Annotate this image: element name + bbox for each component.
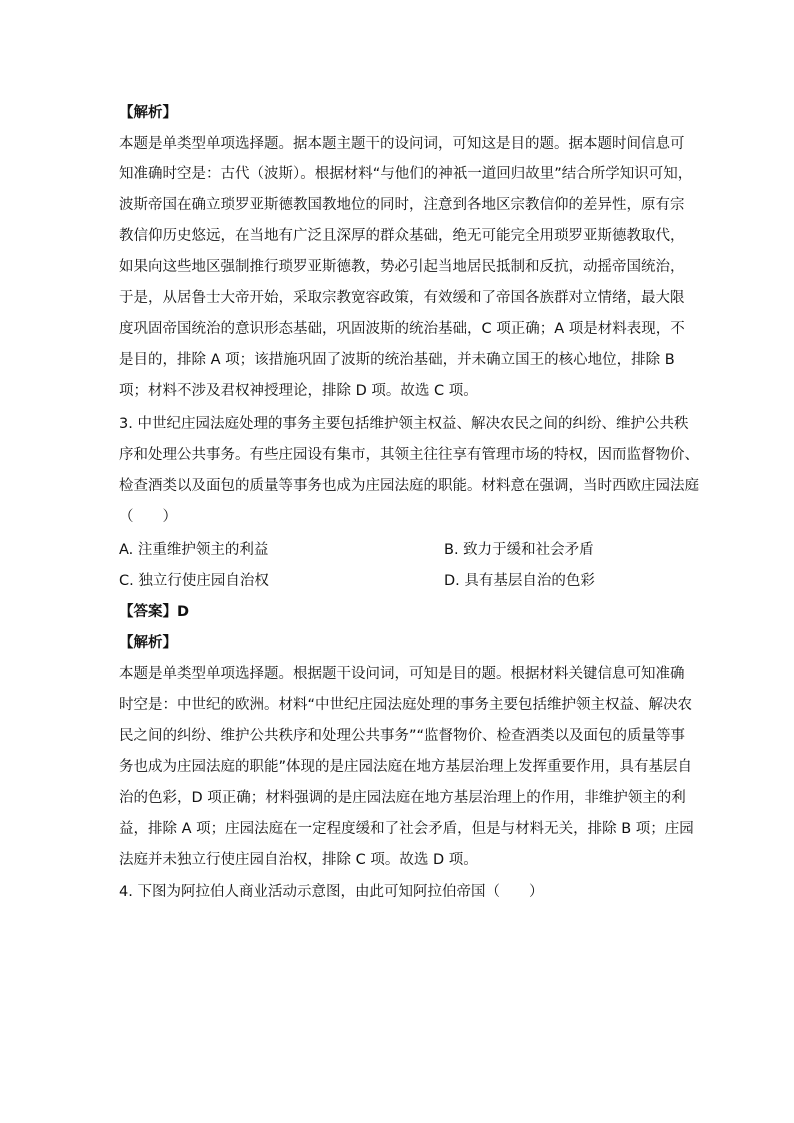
analysis-line: 益，排除 A 项；庄园法庭在一定程度缓和了社会矛盾，但是与材料无关，排除 B 项；庄园 <box>119 821 694 837</box>
analysis-line: 务也成为庄园法庭的职能”体现的是庄园法庭在地方基层治理上发挥重要作用，具有基层自 <box>119 759 693 775</box>
analysis-line: 教信仰历史悠远，在当地有广泛且深厚的群众基础，绝无可能完全用琐罗亚斯德教取代， <box>119 228 685 244</box>
analysis-label: 【解析】 <box>119 635 177 651</box>
question-3-stem: 检查酒类以及面包的质量等事务也成为庄园法庭的职能。材料意在强调，当时西欧庄园法庭 <box>119 478 699 494</box>
analysis-line: 本题是单类型单项选择题。根据题干设问词，可知是目的题。根据材料关键信息可知准确 <box>119 666 685 682</box>
question-3-stem: 3. 中世纪庄园法庭处理的事务主要包括维护领主权益、解决农民之间的纠纷、维护公共秩 <box>119 416 689 432</box>
question-3-blank: （ ） <box>119 509 177 525</box>
option-d: D. 具有基层自治的色彩 <box>444 573 595 589</box>
analysis-line: 治的色彩，D 项正确；材料强调的是庄园法庭在地方基层治理上的作用，非维护领主的利 <box>119 790 686 806</box>
analysis-line: 时空是：中世纪的欧洲。材料“中世纪庄园法庭处理的事务主要包括维护领主权益、解决农 <box>119 697 693 713</box>
analysis-line: 项；材料不涉及君权神授理论，排除 D 项。故选 C 项。 <box>119 383 478 399</box>
analysis-line: 民之间的纠纷、维护公共秩序和处理公共事务”“监督物价、检查酒类以及面包的质量等事 <box>119 728 686 744</box>
question-4-stem: 4. 下图为阿拉伯人商业活动示意图，由此可知阿拉伯帝国（ ） <box>119 884 544 900</box>
analysis-line: 本题是单类型单项选择题。据本题主题干的设问词，可知这是目的题。据本题时间信息可 <box>119 136 685 152</box>
analysis-line: 法庭并未独立行使庄园自治权，排除 C 项。故选 D 项。 <box>119 852 478 868</box>
analysis-line: 如果向这些地区强制推行琐罗亚斯德教，势必引起当地居民抵制和反抗，动摇帝国统治， <box>119 259 685 275</box>
question-3-stem: 序和处理公共事务。有些庄园设有集市，其领主往往享有管理市场的特权，因而监督物价、 <box>119 447 699 463</box>
analysis-line: 于是，从居鲁士大帝开始，采取宗教宽容政策，有效缓和了帝国各族群对立情绪，最大限 <box>119 290 685 306</box>
option-b: B. 致力于缓和社会矛盾 <box>444 542 594 558</box>
option-a: A. 注重维护领主的利益 <box>119 542 269 558</box>
option-c: C. 独立行使庄园自治权 <box>119 573 269 589</box>
analysis-line: 度巩固帝国统治的意识形态基础，巩固波斯的统治基础，C 项正确；A 项是材料表现，不 <box>119 321 685 337</box>
analysis-line: 知准确时空是：古代（波斯）。根据材料“与他们的神祇一道回归故里”结合所学知识可知， <box>119 166 693 182</box>
analysis-label: 【解析】 <box>119 105 177 121</box>
answer-label: 【答案】D <box>119 604 190 620</box>
analysis-line: 是目的，排除 A 项；该措施巩固了波斯的统治基础，并未确立国王的核心地位，排除 B <box>119 352 675 368</box>
analysis-line: 波斯帝国在确立琐罗亚斯德教国教地位的同时，注意到各地区宗教信仰的差异性，原有宗 <box>119 197 685 213</box>
